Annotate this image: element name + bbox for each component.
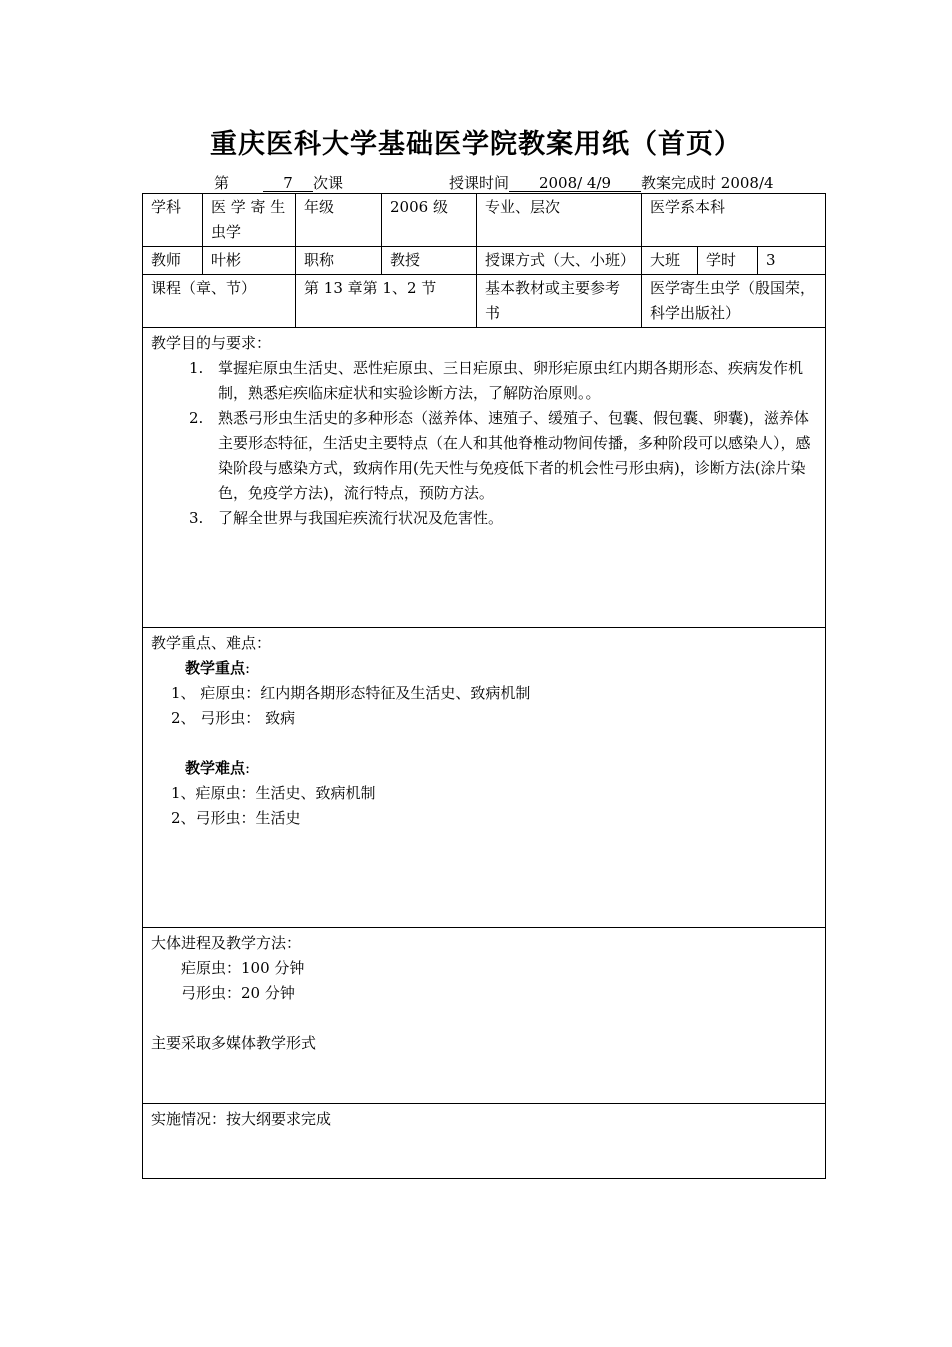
course-value: 第 13 章第 1、2 节 bbox=[296, 275, 477, 328]
subject-value: 医 学 寄 生 虫学 bbox=[203, 194, 296, 247]
difficulty-item: 2、弓形虫：生活史 bbox=[171, 809, 301, 827]
course-label: 课程（章、节） bbox=[143, 275, 296, 328]
process-section bbox=[143, 928, 826, 1104]
list-item: 2. 熟悉弓形虫生活史的多种形态（滋养体、速殖子、缓殖子、包囊、假包囊、卵囊)，滋养体主要形态特征，生活史主要特点（在人和其他脊椎动物间传播，多种阶段可以感染人），感染阶段与感染方式，致病作用(先天性与免疫低下者的机会性弓形虫病)，诊断方法(涂片染色，免疫学方法)，流行特点，预防方法。 bbox=[189, 409, 811, 502]
major-value: 医学系本科 bbox=[642, 194, 826, 247]
mode-label: 授课方式（大、小班） bbox=[477, 247, 642, 275]
row-teacher bbox=[143, 247, 826, 275]
grade-value: 2006 级 bbox=[382, 194, 477, 247]
mode-value: 大班 bbox=[642, 247, 698, 275]
focus-heading: 教学重点: bbox=[185, 659, 251, 677]
teach-time-line bbox=[449, 172, 774, 193]
teacher-label: 教师 bbox=[143, 247, 203, 275]
difficulty-item: 1、疟原虫：生活史、致病机制 bbox=[171, 784, 376, 802]
title-label: 职称 bbox=[296, 247, 382, 275]
row-process bbox=[143, 928, 826, 1104]
grade-label: 年级 bbox=[296, 194, 382, 247]
objectives-list bbox=[151, 356, 817, 531]
list-item: 1. 掌握疟原虫生活史、恶性疟原虫、三日疟原虫、卵形疟原虫红内期各期形态、疾病发作机制，熟悉疟疾临床症状和实验诊断方法，了解防治原则。。 bbox=[189, 359, 804, 402]
keypoints-section bbox=[143, 628, 826, 928]
lesson-prefix: 第 bbox=[214, 174, 230, 192]
implementation-section: 实施情况：按大纲要求完成 bbox=[143, 1104, 826, 1179]
lesson-suffix: 次课 bbox=[313, 174, 344, 192]
lesson-number: 7 bbox=[263, 175, 313, 192]
page-title: 重庆医科大学基础医学院教案用纸（首页） bbox=[210, 129, 742, 160]
objectives-heading: 教学目的与要求： bbox=[151, 334, 272, 352]
process-method: 主要采取多媒体教学形式 bbox=[151, 1034, 317, 1052]
difficulty-heading: 教学难点: bbox=[185, 759, 251, 777]
row-objectives bbox=[143, 328, 826, 628]
focus-item: 1、 疟原虫：红内期各期形态特征及生活史、致病机制 bbox=[171, 684, 531, 702]
objectives-section bbox=[143, 328, 826, 628]
teacher-value: 叶彬 bbox=[203, 247, 296, 275]
row-subject bbox=[143, 194, 826, 247]
lesson-plan-table bbox=[142, 193, 826, 1179]
row-implementation bbox=[143, 1104, 826, 1179]
teach-time-label: 授课时间 bbox=[449, 174, 510, 192]
title-value: 教授 bbox=[382, 247, 477, 275]
list-item: 3. 了解全世界与我国疟疾流行状况及危害性。 bbox=[189, 509, 504, 527]
hours-label: 学时 bbox=[698, 247, 758, 275]
keypoints-heading: 教学重点、难点： bbox=[151, 634, 272, 652]
process-item: 弓形虫：20 分钟 bbox=[181, 984, 295, 1002]
completion-label: 教案完成时 2008/4 bbox=[641, 174, 774, 192]
focus-item: 2、 弓形虫： 致病 bbox=[171, 709, 296, 727]
subject-label: 学科 bbox=[143, 194, 203, 247]
major-label: 专业、层次 bbox=[477, 194, 642, 247]
process-item: 疟原虫：100 分钟 bbox=[181, 959, 305, 977]
hours-value: 3 bbox=[758, 247, 826, 275]
teach-time-value: 2008/ 4/9 bbox=[509, 175, 641, 192]
lesson-number-line bbox=[214, 172, 343, 193]
textbook-label: 基本教材或主要参考书 bbox=[477, 275, 642, 328]
row-course bbox=[143, 275, 826, 328]
textbook-value: 医学寄生虫学（殷国荣，科学出版社） bbox=[642, 275, 826, 328]
process-heading: 大体进程及教学方法： bbox=[151, 934, 302, 952]
row-keypoints bbox=[143, 628, 826, 928]
